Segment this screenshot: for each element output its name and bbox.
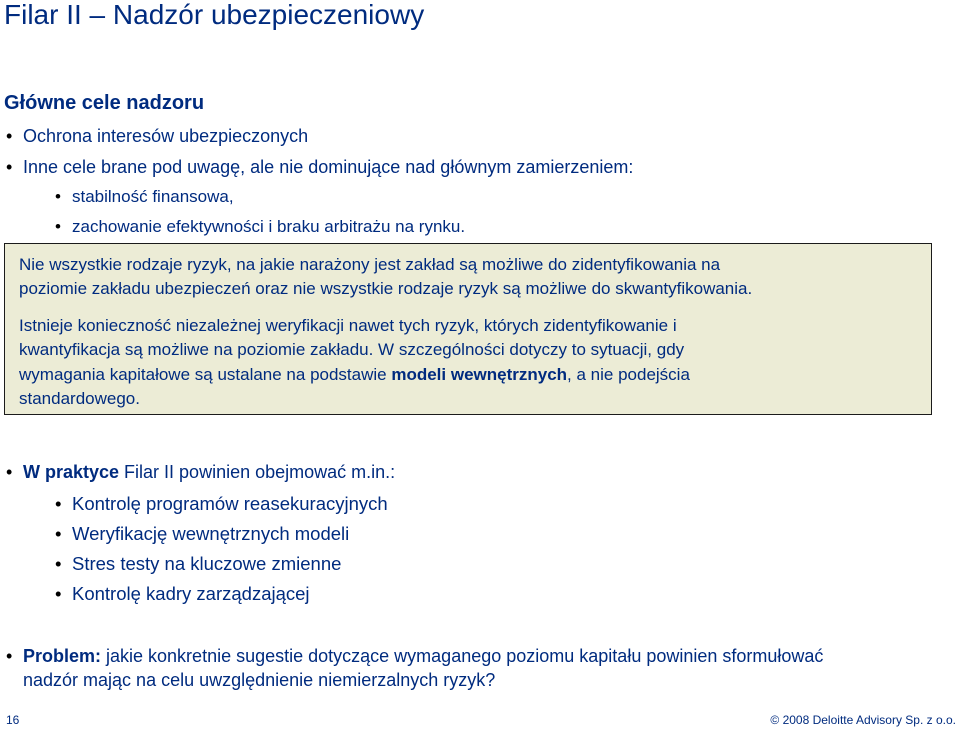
sub-bullet-marker: • — [55, 583, 62, 604]
bullet-marker: • — [6, 126, 13, 146]
box-bold-term: modeli wewnętrznych — [391, 365, 568, 384]
goal-subitem: stabilność finansowa, — [72, 187, 234, 206]
section-heading: Główne cele nadzoru — [4, 92, 205, 114]
sub-bullet-marker: • — [55, 217, 61, 236]
box-text-segment: , a nie podejścia — [567, 365, 690, 384]
bullet-marker: • — [6, 157, 13, 177]
box-paragraph-2-line: Istnieje konieczność niezależnej weryfikacji nawet tych ryzyk, których zidentyfikowanie i — [19, 316, 677, 335]
bullet-marker: • — [6, 462, 13, 482]
box-paragraph-2-line: standardowego. — [19, 389, 140, 408]
problem-label: Problem: — [23, 646, 102, 666]
sub-bullet-marker: • — [55, 187, 61, 206]
goal-item: Inne cele brane pod uwagę, ale nie dominujące nad głównym zamierzeniem: — [23, 157, 634, 177]
goal-item: Ochrona interesów ubezpieczonych — [23, 126, 309, 146]
box-paragraph-1-line: poziomie zakładu ubezpieczeń oraz nie wszystkie rodzaje ryzyk są możliwe do skwantyfikowania. — [19, 279, 753, 298]
problem-line — [23, 646, 823, 667]
box-paragraph-1-line: Nie wszystkie rodzaje ryzyk, na jakie narażony jest zakład są możliwe do zidentyfikowania na — [19, 255, 721, 274]
sub-bullet-marker: • — [55, 493, 62, 514]
practice-item: Weryfikację wewnętrznych modeli — [72, 523, 350, 544]
bullet-marker: • — [6, 646, 13, 666]
practice-item: Kontrolę programów reasekuracyjnych — [72, 493, 388, 514]
sub-bullet-marker: • — [55, 553, 62, 574]
practice-item: Kontrolę kadry zarządzającej — [72, 583, 310, 604]
practice-lead-bold: W praktyce — [23, 462, 120, 482]
copyright: © 2008 Deloitte Advisory Sp. z o.o. — [770, 713, 956, 727]
practice-lead-rest: Filar II powinien obejmować m.in.: — [119, 462, 396, 482]
box-paragraph-2-line — [19, 363, 690, 388]
practice-lead — [23, 462, 395, 483]
page-number: 16 — [6, 713, 20, 727]
practice-item: Stres testy na kluczowe zmienne — [72, 553, 342, 574]
problem-text: jakie konkretnie sugestie dotyczące wymaganego poziomu kapitału powinien sformułować — [101, 646, 824, 666]
slide-title: Filar II – Nadzór ubezpieczeniowy — [4, 0, 425, 30]
highlight-box — [4, 243, 932, 415]
sub-bullet-marker: • — [55, 523, 62, 544]
goal-subitem: zachowanie efektywności i braku arbitrażu na rynku. — [72, 217, 466, 236]
box-text-segment: wymagania kapitałowe są ustalane na podstawie — [19, 365, 392, 384]
box-paragraph-2-line: kwantyfikacja są możliwe na poziomie zakładu. W szczególności dotyczy to sytuacji, gdy — [19, 340, 685, 359]
problem-line: nadzór mając na celu uwzględnienie niemierzalnych ryzyk? — [23, 670, 496, 690]
